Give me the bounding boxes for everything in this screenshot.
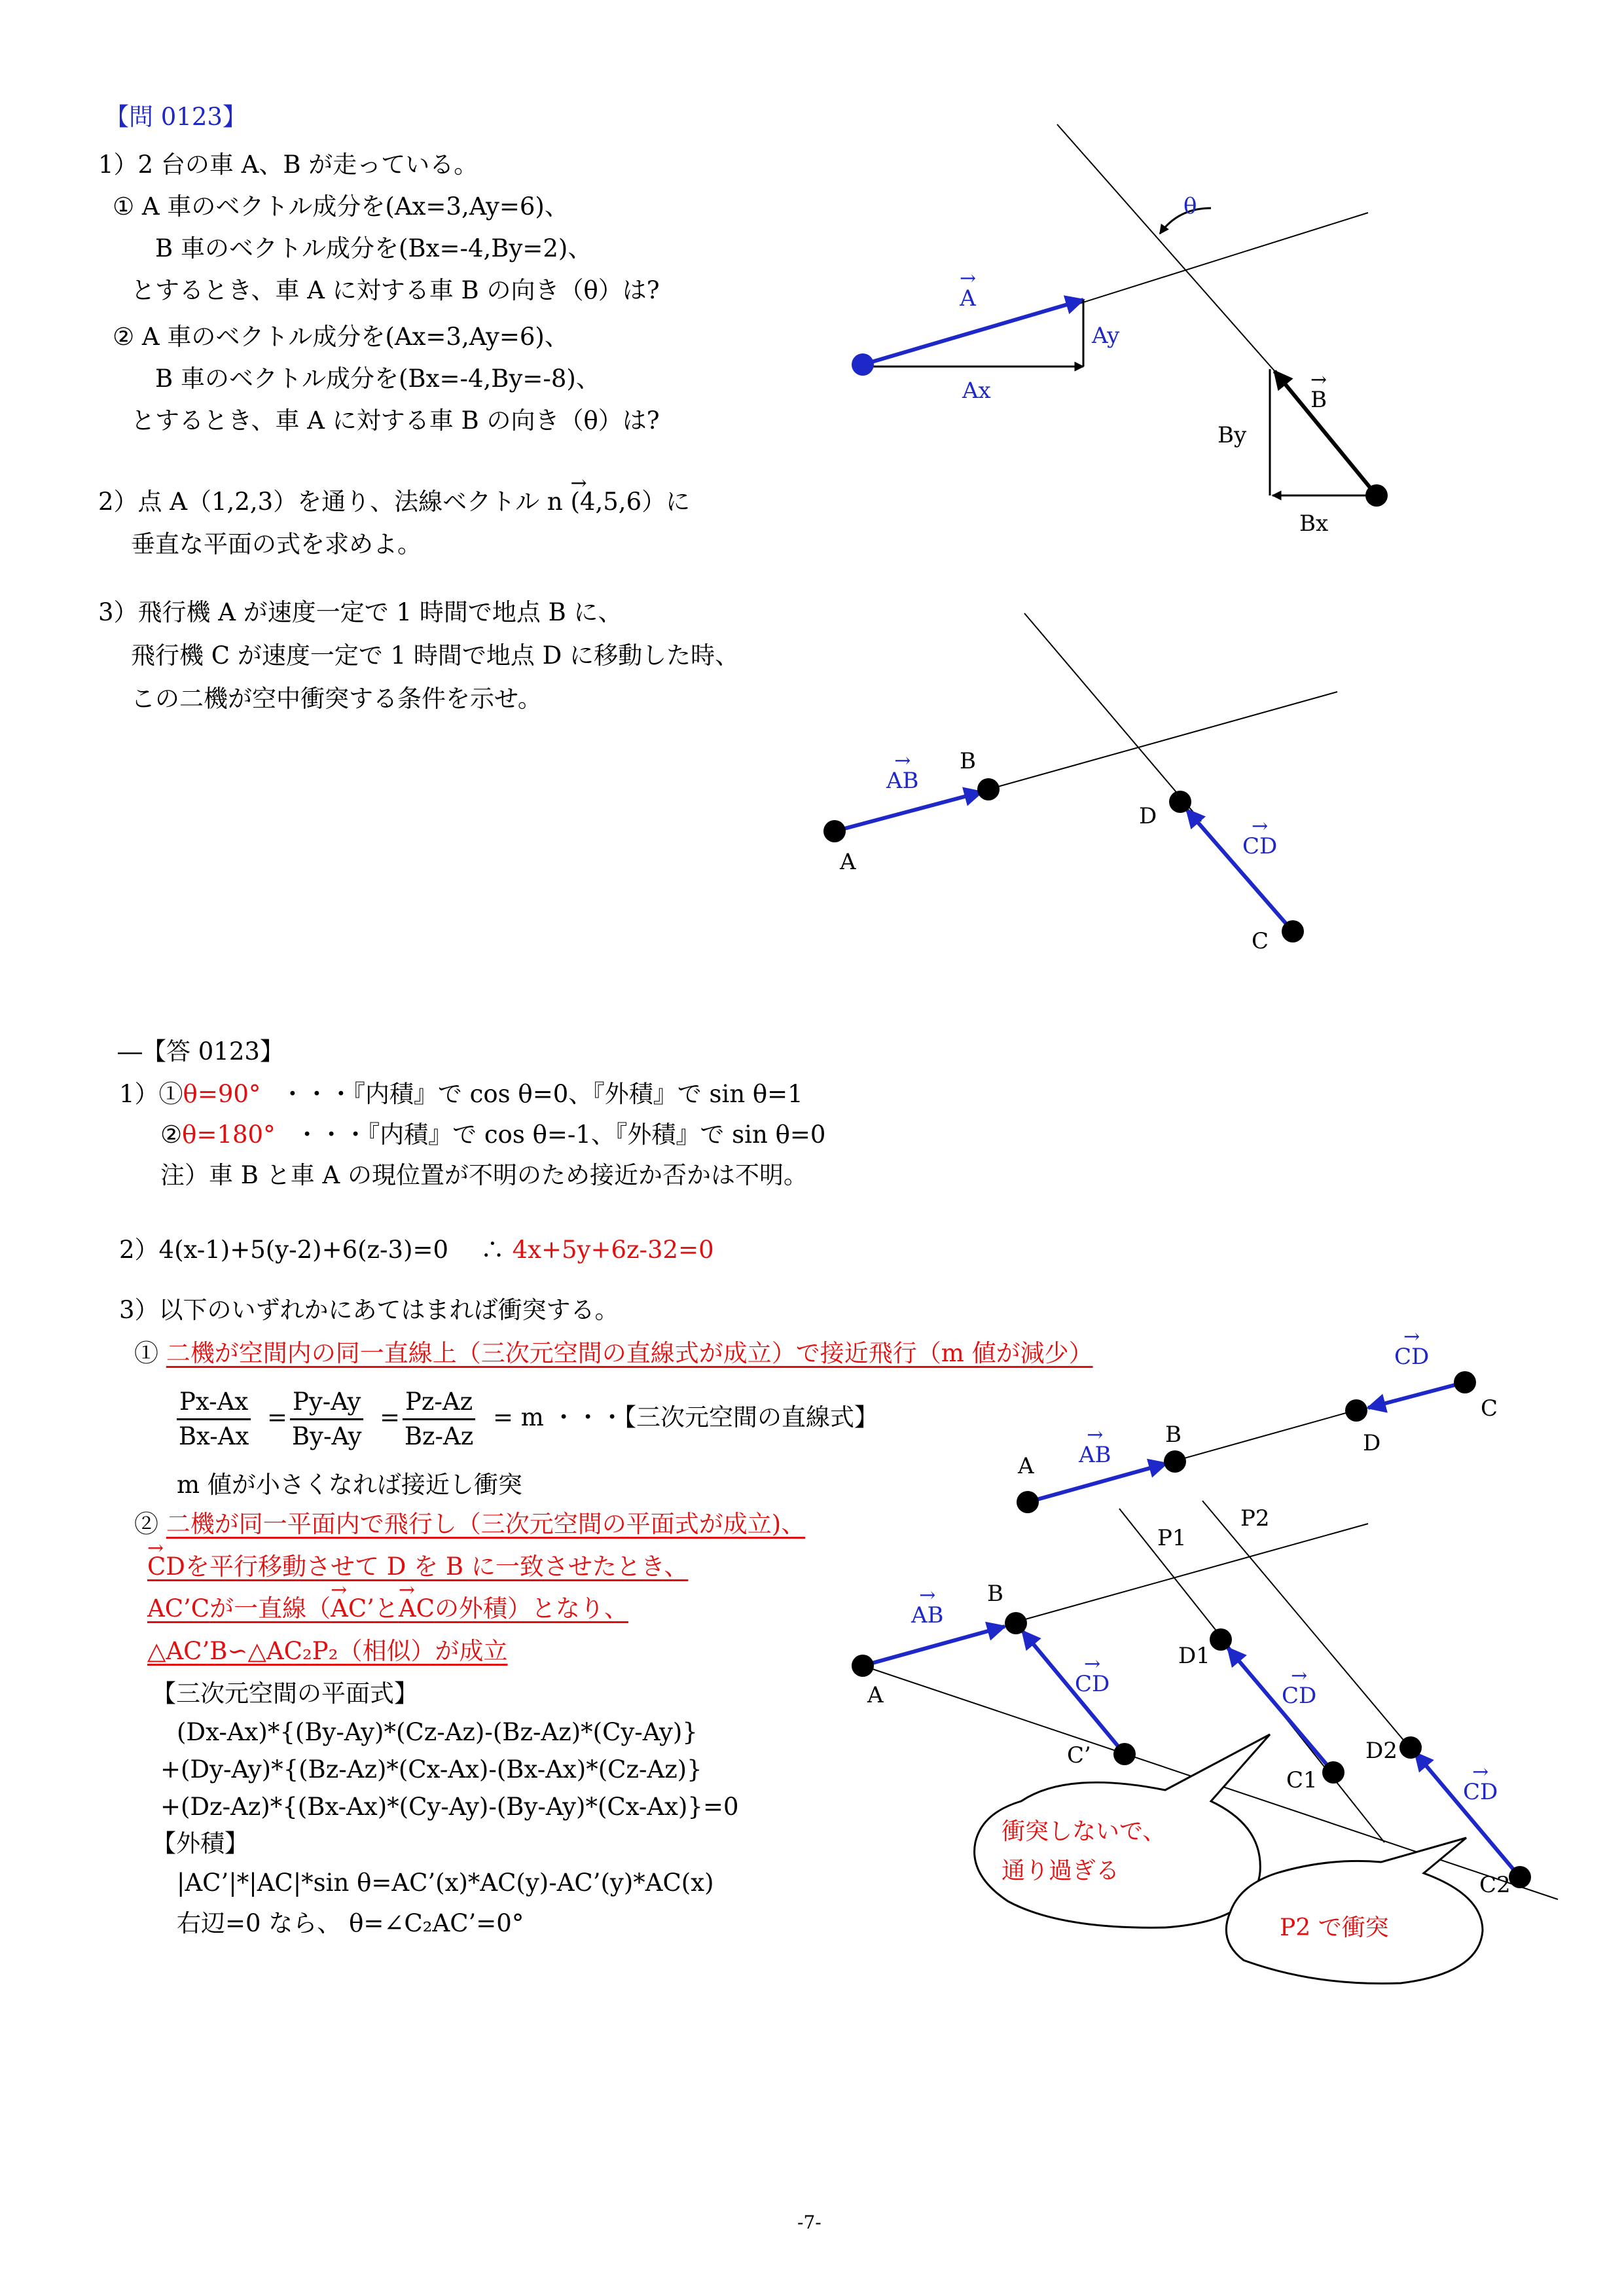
fig4-ab-arrow: → [919, 1584, 936, 1607]
eq-sign-2: = [380, 1403, 401, 1431]
answer-3-2-l3 [147, 1593, 628, 1624]
fig4-cd1-text: CD [1282, 1683, 1317, 1709]
fig4-cd1-label [1282, 1664, 1317, 1709]
answer-2 [119, 1234, 714, 1266]
fig2-point-c [1282, 920, 1304, 942]
fig1-line-a-direction [1077, 213, 1368, 304]
fig3-vector-ab [1028, 1463, 1166, 1502]
fig4-p1-label: P1 [1157, 1525, 1187, 1551]
answer-1-note: 注）車 B と車 A の現位置が不明のため接近か否かは不明。 [160, 1161, 808, 1189]
fig1-vector-a-label [960, 267, 977, 312]
fig2-ab-text: AB [886, 768, 919, 794]
fig4-line-ab [1011, 1524, 1368, 1623]
plane-formula-3: +(Dz-Az)*{(Bx-Ax)*(Cy-Ay)-(By-Ay)*(Cx-Ax)}=0 [160, 1793, 739, 1821]
fig3-vector-cd [1368, 1382, 1465, 1408]
fig3-c-label: C [1481, 1395, 1498, 1422]
fig4-cd2-arrow: → [1472, 1761, 1489, 1784]
a3-2-l1-text: 二機が同一平面内で飛行し（三次元空間の平面式が成立)、 [166, 1510, 806, 1538]
fig3-point-b [1164, 1450, 1186, 1473]
figure-4-same-plane [852, 1501, 1558, 1984]
fig4-ab-text: AB [911, 1602, 944, 1628]
fig1-by-label: By [1218, 422, 1247, 448]
fig3-ab-text: AB [1079, 1442, 1111, 1468]
fig4-c1-label: C1 [1286, 1767, 1318, 1793]
frac-y-num: Py-Ay [290, 1386, 363, 1420]
fig3-b-label: B [1165, 1422, 1182, 1448]
fig1-ax-label: Ax [962, 378, 991, 404]
answer-3-2-l4: △AC’B∽△AC₂P₂（相似）が成立 [147, 1637, 508, 1665]
a1-1-mark: ① [158, 1080, 183, 1108]
fig4-d1-label: D1 [1178, 1643, 1210, 1669]
fig2-c-label: C [1252, 928, 1269, 954]
fig2-cd-arrow: → [1252, 815, 1269, 838]
q1-2-line-a: ② A 車のベクトル成分を(Ax=3,Ay=6)、 [113, 323, 569, 351]
fig4-point-a [852, 1655, 874, 1677]
fig1-b-arrow: → [1310, 368, 1327, 391]
fraction-y [290, 1386, 363, 1453]
fig2-point-d [1169, 791, 1191, 813]
fig4-c-prime-label: C’ [1067, 1742, 1091, 1768]
fig4-point-c-prime [1113, 1743, 1136, 1765]
frac-y-den: By-Ay [291, 1422, 362, 1450]
q3-line-c: この二機が空中衝突する条件を示せ。 [131, 685, 542, 713]
question-title: 【問 0123】 [105, 103, 247, 131]
a3-2-l3b: が一直線（ [209, 1594, 331, 1623]
fig4-point-c2 [1509, 1866, 1531, 1888]
fig4-point-d1 [1210, 1628, 1232, 1651]
fig1-line-b-direction [1057, 124, 1276, 373]
fig2-point-b [977, 778, 1000, 800]
a2-left: 2）4(x-1)+5(y-2)+6(z-3)=0 ∴ [119, 1236, 505, 1264]
a1-2-mark: ② [160, 1121, 183, 1149]
q2-line-b: 垂直な平面の式を求めよ。 [131, 530, 422, 558]
fig3-cd-arrow: → [1403, 1325, 1420, 1348]
q1-1-line-c: とするとき、車 A に対する車 B の向き（θ）は? [131, 276, 660, 304]
fig1-point-a [852, 353, 874, 376]
bubble-no-collision-line2: 通り過ぎる [1001, 1857, 1120, 1884]
a3-2-cd-vec: → CD [147, 1552, 185, 1581]
fig3-point-d [1345, 1399, 1367, 1422]
q1-1-line-a: ① A 車のベクトル成分を(Ax=3,Ay=6)、 [113, 192, 569, 221]
q1-heading: 1）2 台の車 A、B が走っている。 [98, 151, 478, 179]
fig3-d-label: D [1363, 1430, 1381, 1456]
fig1-theta-label: θ [1183, 193, 1197, 219]
answer-3-1 [134, 1338, 1093, 1369]
fig1-a-arrow: → [960, 267, 977, 290]
fig3-cd-label [1394, 1325, 1430, 1370]
a3-2-l3d: と [374, 1594, 399, 1623]
answer-3-2-l2 [147, 1551, 688, 1583]
q1-1-line-b: B 車のベクトル成分を(Bx=-4,By=2)、 [155, 234, 592, 262]
fig4-c2-label: C2 [1479, 1872, 1511, 1898]
answer-1-1 [119, 1079, 803, 1110]
fig4-cd-prime-arrow: → [1084, 1653, 1101, 1676]
a3-2-mark: ② [134, 1510, 158, 1538]
fig2-point-a [823, 820, 846, 842]
figure-1-car-vectors [852, 124, 1388, 507]
q3-line-b: 飛行機 C が速度一定で 1 時間で地点 D に移動した時、 [131, 641, 740, 670]
fig3-point-a [1017, 1491, 1039, 1513]
a3-1-text: 二機が空間内の同一直線上（三次元空間の直線式が成立）で接近飛行（m 値が減少） [166, 1339, 1093, 1367]
fig1-ay-label: Ay [1092, 323, 1120, 349]
fig3-ab-label [1079, 1424, 1111, 1468]
a1-2-rest: ・・・『内積』で cos θ=-1、『外積』で sin θ=0 [295, 1121, 826, 1149]
fig4-a-label: A [867, 1682, 884, 1708]
fig2-cd-text: CD [1242, 833, 1278, 859]
fig2-a-label: A [840, 849, 856, 875]
page-number: -7- [797, 2212, 821, 2233]
fig3-ab-arrow: → [1087, 1424, 1104, 1446]
fig4-cd-prime-label [1075, 1653, 1110, 1697]
answer-1-2 [160, 1119, 825, 1151]
bubble-collision-text: P2 で衝突 [1280, 1914, 1389, 1941]
fig2-cd-label [1242, 815, 1278, 859]
q1-2-line-c: とするとき、車 A に対する車 B の向き（θ）は? [131, 406, 660, 435]
frac-x-den: Bx-Ax [178, 1422, 249, 1450]
fig2-line-cd [1024, 613, 1201, 821]
fig4-cd-prime-text: CD [1075, 1671, 1110, 1697]
a3-2-l3e: → AC [399, 1594, 435, 1623]
frac-x-num: Px-Ax [177, 1386, 251, 1420]
plane-formula-2: +(Dy-Ay)*{(Bz-Az)*(Cx-Ax)-(Bx-Ax)*(Cz-Az)} [160, 1755, 702, 1784]
fig4-point-c1 [1322, 1761, 1344, 1784]
eq-sign-1: = [267, 1403, 288, 1431]
fig3-cd-text: CD [1394, 1344, 1430, 1370]
a3-2-l3f: の外積）となり、 [434, 1594, 628, 1623]
q3-line-a: 3）飛行機 A が速度一定で 1 時間で地点 B に、 [98, 598, 623, 626]
fig4-d2-label: D2 [1365, 1738, 1398, 1764]
cross-formula: |AC’|*|AC|*sin θ=AC’(x)*AC(y)-AC’(y)*AC(x) [177, 1869, 714, 1897]
fig3-point-c [1454, 1371, 1476, 1393]
q2-line-a-text: 2）点 A（1,2,3）を通り、法線ベクトル n [98, 488, 563, 516]
a3-2-l3a: AC’C [147, 1594, 210, 1623]
fig4-cd2-label [1463, 1761, 1498, 1805]
a2-result: 4x+5y+6z-32=0 [512, 1236, 714, 1264]
fig1-point-b [1365, 484, 1388, 507]
fraction-z [403, 1386, 475, 1453]
fig2-d-label: D [1139, 803, 1157, 829]
fig4-b-label: B [987, 1581, 1003, 1607]
a1-label: 1） [119, 1080, 159, 1108]
a3-2-l2-text: を平行移動させて D を B に一致させたとき、 [185, 1552, 689, 1581]
line-formula-label: 【三次元空間の直線式】 [612, 1403, 878, 1431]
cross-label: 【外積】 [152, 1829, 249, 1857]
fig4-p2-label: P2 [1240, 1505, 1270, 1532]
a1-2-value: θ=180° [182, 1121, 276, 1149]
fig1-b-text: B [1310, 387, 1327, 413]
m-note: m 値が小さくなれば接近し衝突 [177, 1471, 522, 1499]
a3-2-l3c: → AC’ [331, 1594, 374, 1623]
fig1-a-text: A [960, 285, 976, 312]
plane-label: 【三次元空間の平面式】 [152, 1679, 418, 1708]
answer-3-head: 3）以下のいずれかにあてはまれば衝突する。 [119, 1296, 619, 1324]
fig4-cd2-text: CD [1463, 1779, 1498, 1805]
answer-title: ―【答 0123】 [118, 1037, 284, 1066]
fig4-vector-ab [863, 1626, 1005, 1666]
fraction-x [177, 1386, 251, 1453]
fig1-bx-label: Bx [1299, 511, 1329, 537]
a1-1-value: θ=90° [183, 1080, 261, 1108]
frac-z-num: Pz-Az [403, 1386, 475, 1420]
q2-line-a-tail: (4,5,6）に [570, 488, 691, 516]
fig2-ab-arrow: → [894, 749, 911, 772]
a3-1-mark: ① [134, 1339, 158, 1367]
fig1-vector-b-label [1310, 368, 1327, 413]
a1-1-rest: ・・・『内積』で cos θ=0、『外積』で sin θ=1 [280, 1080, 803, 1108]
cross-note: 右辺=0 なら、 θ=∠C₂AC’=0° [177, 1909, 524, 1937]
plane-formula-1: (Dx-Ax)*{(By-Ay)*(Cz-Az)-(Bz-Az)*(Cy-Ay)} [177, 1718, 698, 1746]
frac-z-den: Bz-Az [404, 1422, 474, 1450]
fig2-b-label: B [960, 748, 976, 774]
fig2-vector-ab [835, 792, 982, 831]
fig4-ab-label [911, 1584, 944, 1628]
bubble-no-collision-line1: 衝突しないで、 [1001, 1818, 1166, 1845]
eq-tail: = m ・・・ [493, 1403, 624, 1431]
fig2-line-ab [988, 692, 1337, 789]
answer-3-2-l1 [134, 1509, 805, 1540]
fig4-point-b [1005, 1612, 1027, 1634]
fig4-point-d2 [1399, 1736, 1422, 1759]
fig4-cd1-arrow: → [1291, 1664, 1308, 1687]
bubble-collision [1226, 1838, 1483, 1984]
fig3-a-label: A [1018, 1453, 1034, 1479]
fig2-ab-label [886, 749, 919, 794]
q1-2-line-b: B 車のベクトル成分を(Bx=-4,By=-8)、 [155, 365, 600, 393]
